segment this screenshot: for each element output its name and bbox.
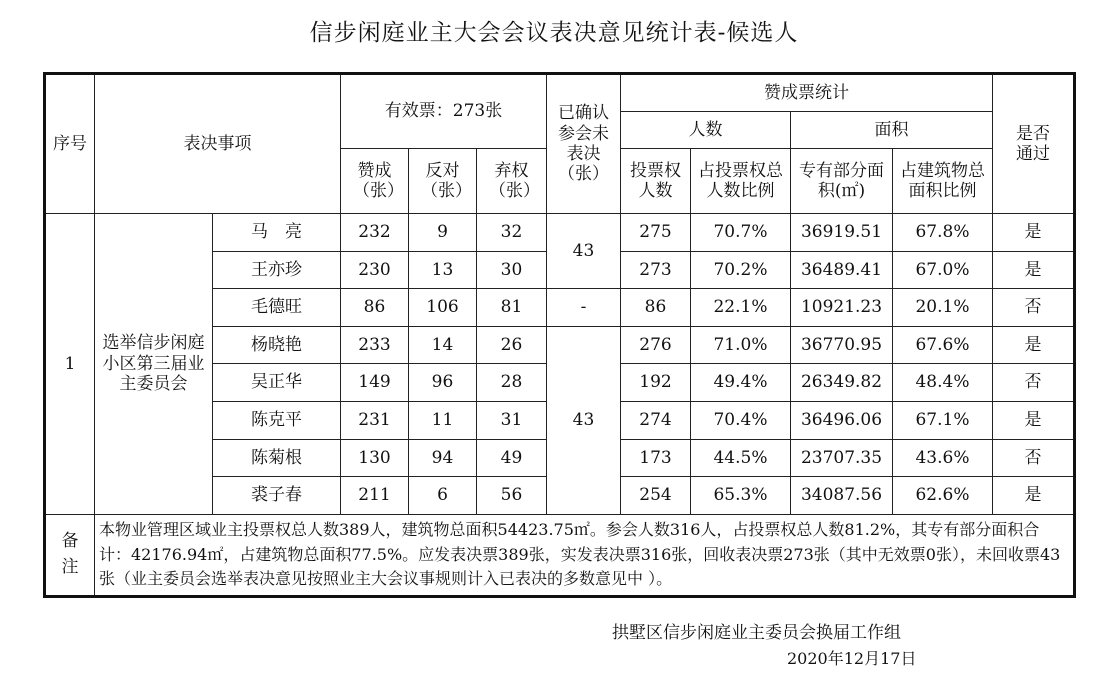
- voter-ratio-cell: 70.7%: [691, 214, 791, 252]
- passed-cell: 是: [993, 251, 1075, 289]
- voters-cell: 192: [621, 364, 691, 402]
- approve-cell: 149: [341, 364, 409, 402]
- area-cell: 36489.41: [791, 251, 893, 289]
- area-cell: 36919.51: [791, 214, 893, 252]
- voters-cell: 86: [621, 289, 691, 327]
- abstain-cell: 49: [477, 439, 547, 477]
- header-seq: 序号: [45, 74, 95, 214]
- area-ratio-cell: 67.1%: [893, 401, 993, 439]
- area-ratio-cell: 67.8%: [893, 214, 993, 252]
- candidate-name: 裘子春: [213, 477, 341, 515]
- confirmed-absent-cell: -: [547, 289, 621, 327]
- header-voter-ratio: 占投票权总人数比例: [691, 149, 791, 214]
- voter-ratio-cell: 65.3%: [691, 477, 791, 515]
- header-voter-count: 投票权人数: [621, 149, 691, 214]
- area-cell: 34087.56: [791, 477, 893, 515]
- header-area-sq: 专有部分面积(㎡): [791, 149, 893, 214]
- passed-cell: 否: [993, 439, 1075, 477]
- area-ratio-cell: 48.4%: [893, 364, 993, 402]
- area-cell: 10921.23: [791, 289, 893, 327]
- header-people: 人数: [621, 112, 791, 149]
- passed-cell: 否: [993, 364, 1075, 402]
- approve-cell: 130: [341, 439, 409, 477]
- footer-organization: 拱墅区信步闲庭业主委员会换届工作组: [612, 623, 901, 643]
- oppose-cell: 14: [409, 326, 477, 364]
- area-ratio-cell: 20.1%: [893, 289, 993, 327]
- area-cell: 26349.82: [791, 364, 893, 402]
- header-matter: 表决事项: [95, 74, 341, 214]
- oppose-cell: 94: [409, 439, 477, 477]
- header-passed: 是否通过: [993, 74, 1075, 214]
- voters-cell: 273: [621, 251, 691, 289]
- header-oppose: 反对（张）: [409, 149, 477, 214]
- oppose-cell: 96: [409, 364, 477, 402]
- abstain-cell: 31: [477, 401, 547, 439]
- candidate-name: 陈菊根: [213, 439, 341, 477]
- voters-cell: 276: [621, 326, 691, 364]
- abstain-cell: 56: [477, 477, 547, 515]
- confirmed-absent-cell: 43: [547, 326, 621, 514]
- candidate-name: 吴正华: [213, 364, 341, 402]
- header-approve: 赞成（张）: [341, 149, 409, 214]
- approve-cell: 231: [341, 401, 409, 439]
- area-ratio-cell: 67.0%: [893, 251, 993, 289]
- voter-ratio-cell: 49.4%: [691, 364, 791, 402]
- remarks-row: [45, 514, 1075, 596]
- approve-cell: 232: [341, 214, 409, 252]
- group-seq: 1: [45, 214, 95, 515]
- passed-cell: 是: [993, 401, 1075, 439]
- area-cell: 23707.35: [791, 439, 893, 477]
- area-ratio-cell: 43.6%: [893, 439, 993, 477]
- approve-cell: 230: [341, 251, 409, 289]
- voter-ratio-cell: 22.1%: [691, 289, 791, 327]
- approve-cell: 211: [341, 477, 409, 515]
- header-abstain: 弃权（张）: [477, 149, 547, 214]
- abstain-cell: 26: [477, 326, 547, 364]
- voters-cell: 254: [621, 477, 691, 515]
- header-area-ratio: 占建筑物总面积比例: [893, 149, 993, 214]
- vote-statistics-table: [43, 72, 1076, 598]
- abstain-cell: 32: [477, 214, 547, 252]
- group-matter: 选举信步闲庭小区第三届业主委员会: [95, 214, 213, 515]
- candidate-name: 杨晓艳: [213, 326, 341, 364]
- area-cell: 36770.95: [791, 326, 893, 364]
- passed-cell: 否: [993, 289, 1075, 327]
- header-confirmed-absent: 已确认参会未表决（张）: [547, 74, 621, 214]
- approve-cell: 233: [341, 326, 409, 364]
- page-title: 信步闲庭业主大会会议表决意见统计表-候选人: [309, 20, 799, 46]
- remarks-text: 本物业管理区域业主投票权总人数389人，建筑物总面积54423.75㎡。参会人数316人，占投票权总人数81.2%，其专有部分面积合计：42176.94㎡，占建筑物总面积77.5%。应发表决票389张，实发表决票316张，回收表决票273张（其中无效票0张），未回收票43张（业主委员会选举表决意见按照业主大会议事规则计入已表决的多数意见中 ）。: [95, 514, 1075, 596]
- voter-ratio-cell: 71.0%: [691, 326, 791, 364]
- candidate-name: 王亦珍: [213, 251, 341, 289]
- voter-ratio-cell: 70.2%: [691, 251, 791, 289]
- oppose-cell: 6: [409, 477, 477, 515]
- approve-cell: 86: [341, 289, 409, 327]
- voters-cell: 274: [621, 401, 691, 439]
- voter-ratio-cell: 44.5%: [691, 439, 791, 477]
- area-ratio-cell: 67.6%: [893, 326, 993, 364]
- footer-date: 2020年12月17日: [787, 649, 917, 668]
- oppose-cell: 106: [409, 289, 477, 327]
- header-valid-votes: 有效票：273张: [341, 74, 547, 149]
- confirmed-absent-cell: 43: [547, 214, 621, 289]
- abstain-cell: 28: [477, 364, 547, 402]
- oppose-cell: 13: [409, 251, 477, 289]
- abstain-cell: 30: [477, 251, 547, 289]
- abstain-cell: 81: [477, 289, 547, 327]
- candidate-name: 陈克平: [213, 401, 341, 439]
- passed-cell: 是: [993, 477, 1075, 515]
- area-cell: 36496.06: [791, 401, 893, 439]
- table-row: [45, 214, 1075, 252]
- remarks-label: 备注: [45, 514, 95, 596]
- passed-cell: 是: [993, 214, 1075, 252]
- candidate-name: 马 亮: [213, 214, 341, 252]
- oppose-cell: 11: [409, 401, 477, 439]
- header-approve-stats: 赞成票统计: [621, 74, 993, 112]
- voter-ratio-cell: 70.4%: [691, 401, 791, 439]
- header-area: 面积: [791, 112, 993, 149]
- area-ratio-cell: 62.6%: [893, 477, 993, 515]
- voters-cell: 173: [621, 439, 691, 477]
- voters-cell: 275: [621, 214, 691, 252]
- candidate-name: 毛德旺: [213, 289, 341, 327]
- passed-cell: 是: [993, 326, 1075, 364]
- oppose-cell: 9: [409, 214, 477, 252]
